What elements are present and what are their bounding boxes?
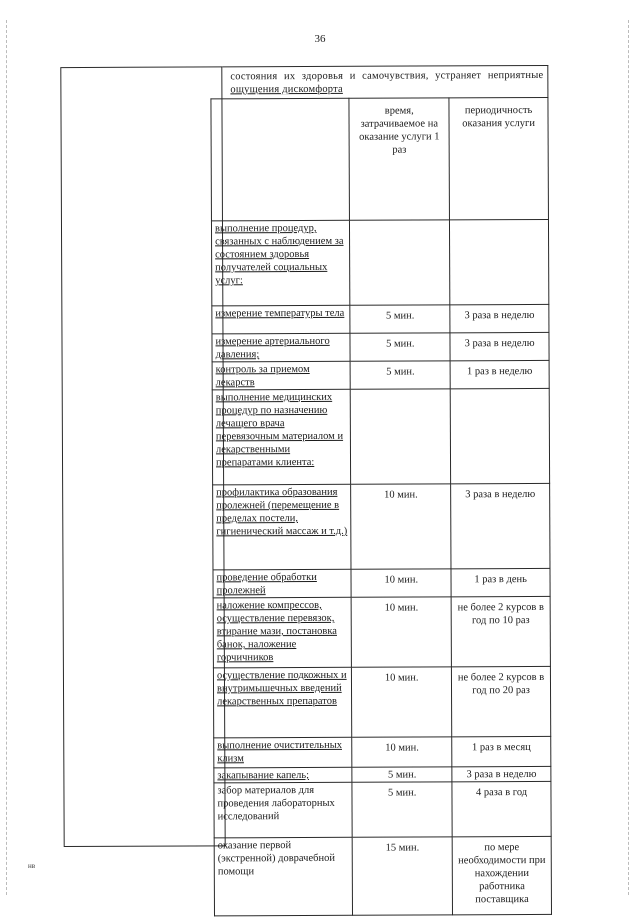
row-frequency: 1 раз в месяц bbox=[452, 736, 551, 766]
row-service-name: измерение температуры тела bbox=[212, 305, 350, 334]
row-frequency bbox=[450, 219, 549, 304]
margin-note: нв bbox=[28, 862, 36, 870]
row-service-name: оказание первой (экстренной) доврачебной помощи bbox=[214, 837, 353, 916]
table-row bbox=[214, 766, 551, 782]
row-time: 10 мин. bbox=[351, 569, 451, 597]
table-row bbox=[213, 666, 550, 737]
scan-edge-left bbox=[6, 20, 7, 895]
row-service-name: измерение артериального давления; bbox=[212, 333, 350, 362]
table-row bbox=[213, 568, 550, 597]
row-time: 10 мин. bbox=[351, 484, 451, 569]
services-table bbox=[210, 97, 552, 916]
row-service-name: забор материалов для проведения лабораторных исследований bbox=[214, 782, 353, 838]
row-frequency bbox=[450, 388, 549, 483]
table-row bbox=[212, 360, 549, 389]
row-time: 5 мин. bbox=[352, 782, 452, 837]
table-row bbox=[214, 781, 551, 837]
row-time: 5 мин. bbox=[350, 361, 450, 389]
row-frequency: не более 2 курсов в год по 20 раз bbox=[452, 666, 551, 736]
row-time: 10 мин. bbox=[352, 737, 452, 767]
row-frequency: 3 раза в неделю bbox=[452, 766, 551, 781]
row-frequency: 3 раза в неделю bbox=[450, 332, 549, 360]
row-service-name: выполнение медицинских процедур по назначению лечащего врача перевязочным материалом и лекарственными препаратами клиента: bbox=[212, 389, 351, 485]
intro-line-1: состояния их здоровья и самочувствия, устраняет неприятные bbox=[230, 69, 544, 83]
row-time: 10 мин. bbox=[352, 667, 452, 737]
row-frequency: по мере необходимости при нахождении работника поставщика bbox=[452, 836, 551, 914]
page-number: 36 bbox=[314, 33, 326, 45]
table-row bbox=[214, 836, 551, 915]
table-row bbox=[212, 388, 549, 484]
row-service-name: профилактика образования пролежней (перемещение в пределах постели, гигиенический массаж и т.д.) bbox=[213, 484, 352, 570]
row-time: 5 мин. bbox=[352, 767, 452, 782]
row-time: 15 мин. bbox=[352, 837, 452, 915]
row-frequency: 1 раз в день bbox=[451, 568, 550, 596]
table-row bbox=[213, 483, 550, 569]
row-time: 5 мин. bbox=[350, 333, 450, 361]
row-time: 5 мин. bbox=[350, 305, 450, 333]
intro-line-2: ощущения дискомфорта bbox=[230, 83, 343, 95]
table-row bbox=[214, 736, 551, 767]
table-row bbox=[211, 219, 548, 305]
row-service-name: закапывание капель; bbox=[214, 767, 352, 783]
row-service-name: выполнение процедур, связанных с наблюдением за состоянием здоровья получателей социальных услуг: bbox=[211, 220, 350, 306]
scan-edge-right bbox=[628, 20, 629, 895]
row-service-name: проведение обработки пролежней bbox=[213, 569, 351, 598]
row-service-name: наложение компрессов, осуществление перевязок, втирание мази, постановка банок, наложение горчичников bbox=[213, 597, 352, 668]
table-row bbox=[212, 304, 549, 333]
row-service-name: контроль за приемом лекарств bbox=[212, 361, 350, 390]
row-service-name: выполнение очистительных клизм bbox=[214, 737, 352, 768]
row-time bbox=[350, 220, 450, 305]
row-frequency: 3 раза в неделю bbox=[450, 304, 549, 332]
row-time: 10 мин. bbox=[351, 597, 451, 667]
services-table-frame bbox=[60, 65, 551, 906]
row-frequency: 3 раза в неделю bbox=[451, 483, 550, 568]
header-service-name bbox=[211, 98, 350, 221]
header-frequency: периодичность оказания услуги bbox=[449, 97, 548, 219]
table-header-row bbox=[211, 97, 549, 220]
row-frequency: не более 2 курсов в год по 10 раз bbox=[451, 596, 550, 666]
row-time bbox=[351, 389, 451, 484]
row-frequency: 1 раз в неделю bbox=[450, 360, 549, 388]
row-service-name: осуществление подкожных и внутримышечных введений лекарственных препаратов bbox=[213, 667, 352, 738]
intro-text bbox=[222, 65, 548, 98]
header-time: время, затрачиваемое на оказание услуги 1 раз bbox=[349, 98, 449, 220]
row-frequency: 4 раза в год bbox=[452, 781, 551, 836]
empty-left-column bbox=[60, 66, 225, 847]
table-row bbox=[213, 596, 550, 667]
table-row bbox=[212, 332, 549, 361]
